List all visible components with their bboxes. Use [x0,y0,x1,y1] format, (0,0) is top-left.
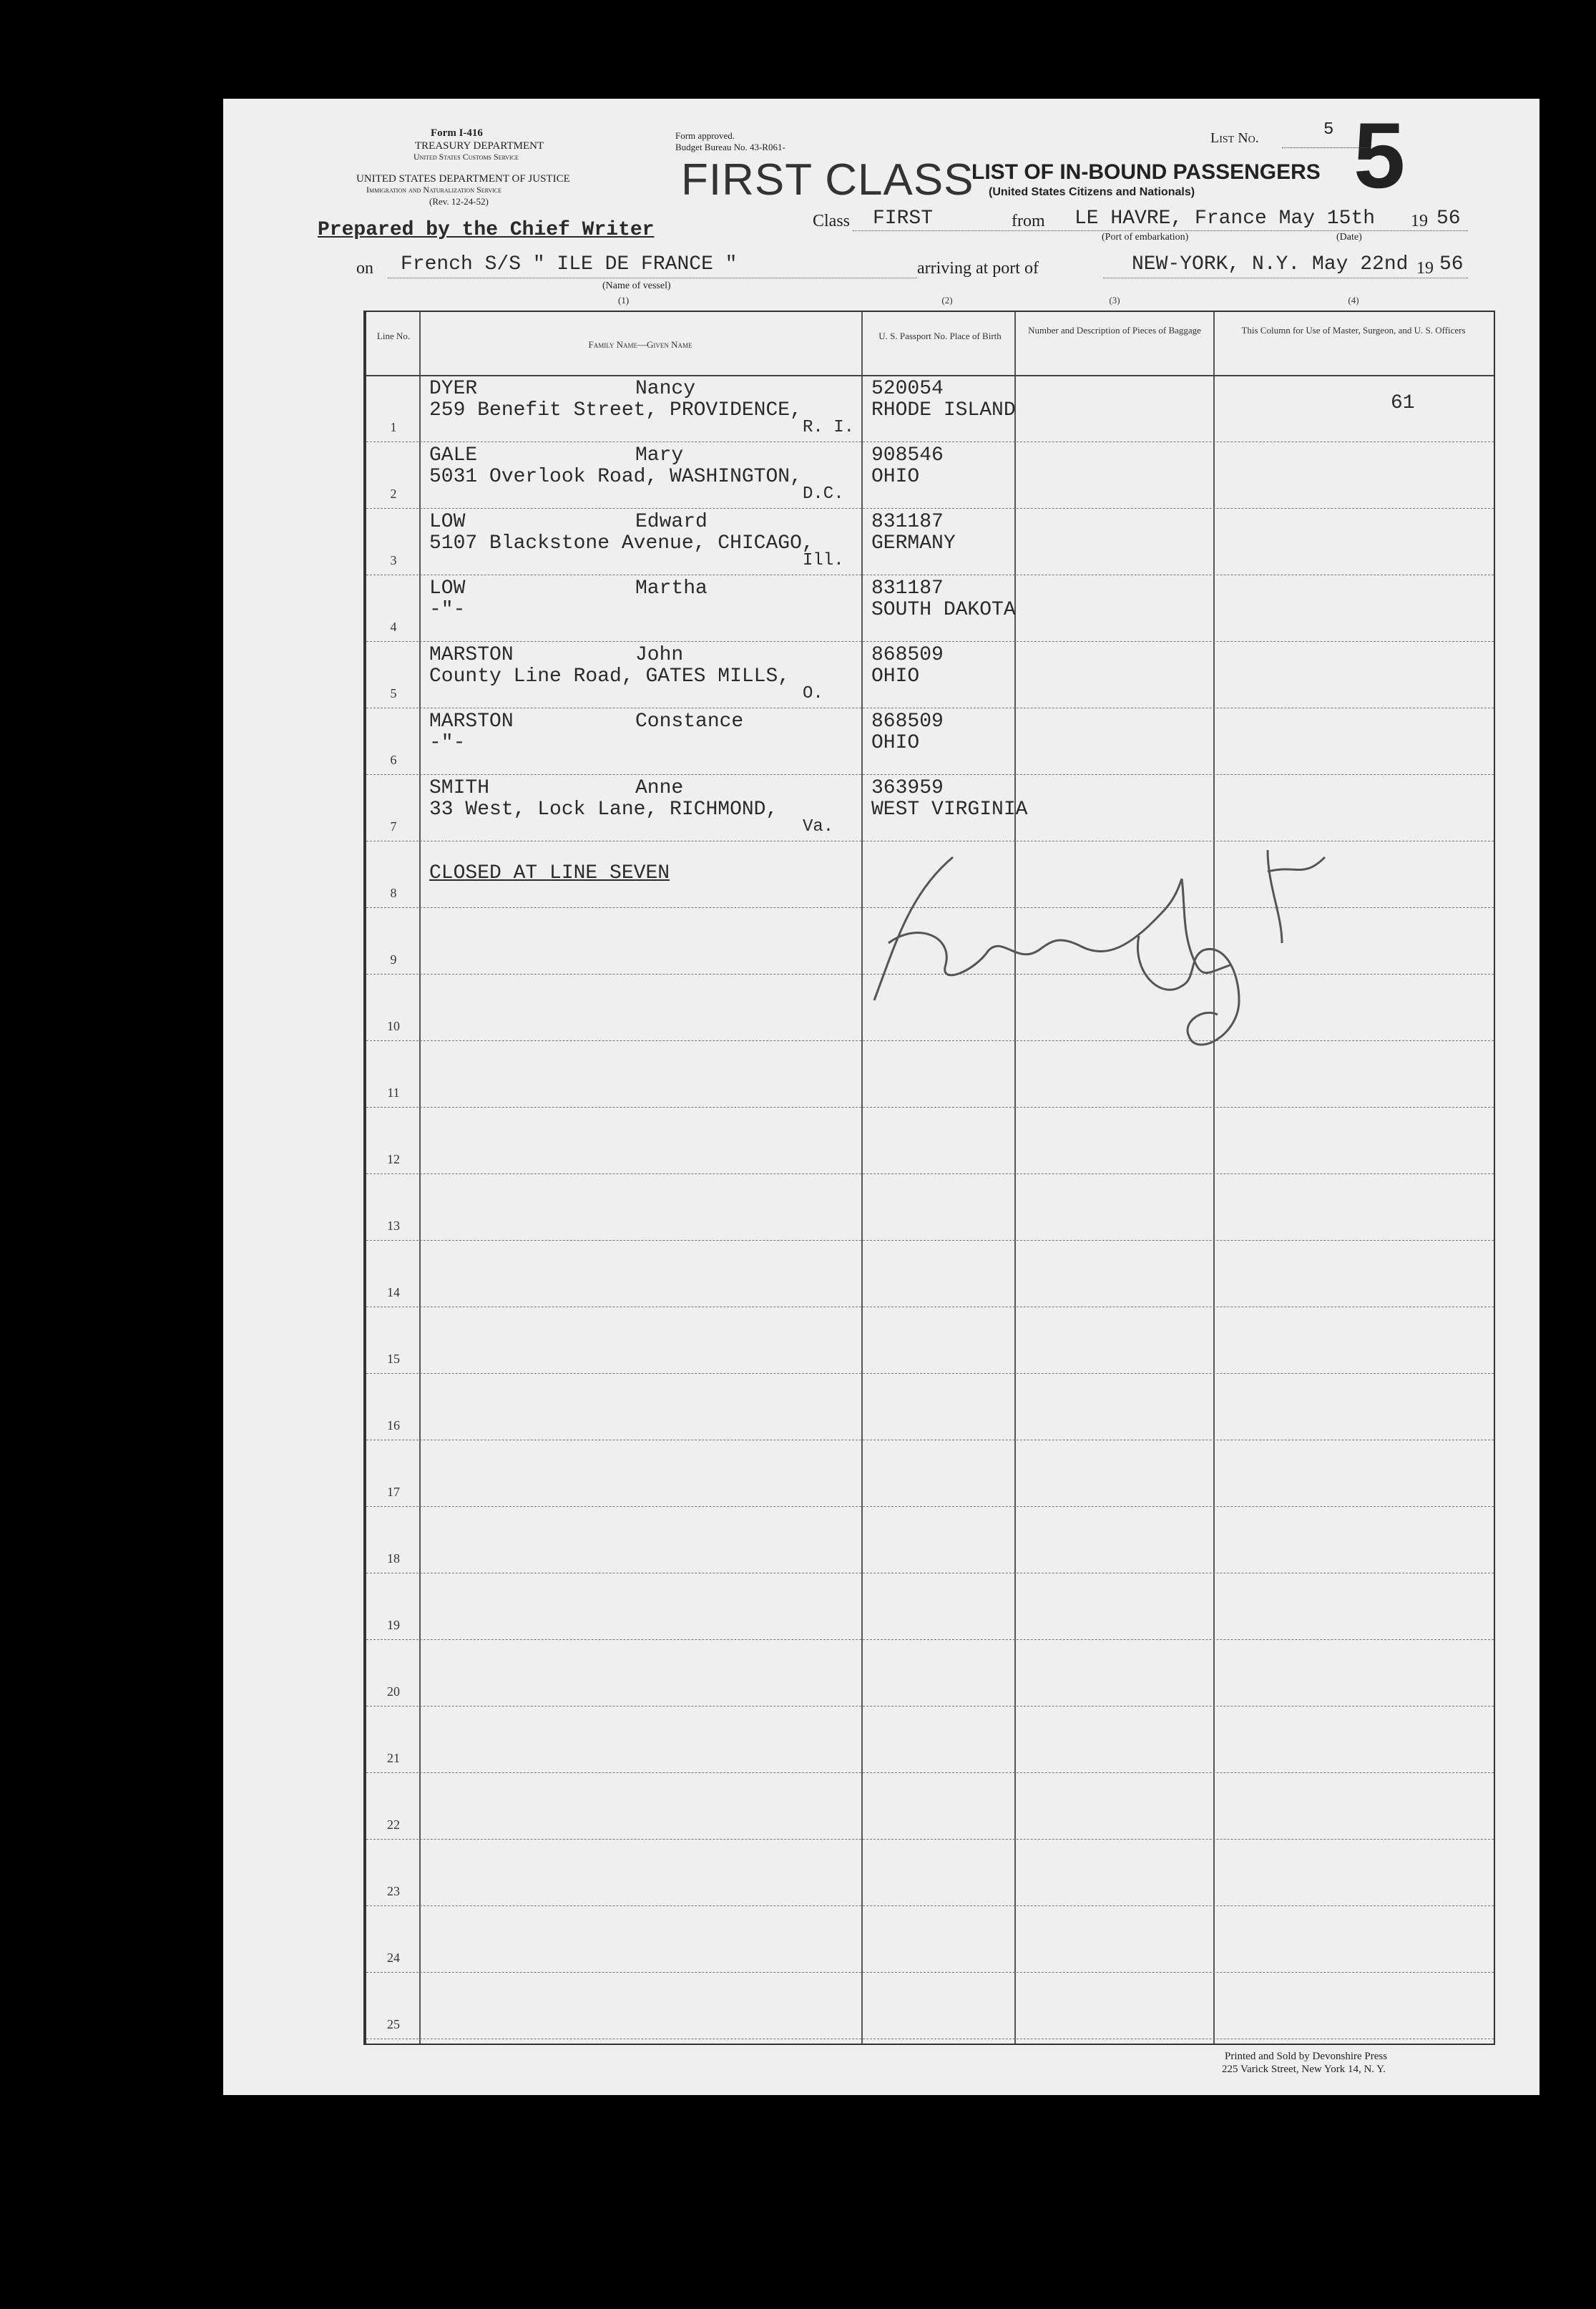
given-name: Edward [635,511,708,533]
col-header-passport: U. S. Passport No. Place of Birth [878,331,1002,341]
line-number: 20 [387,1684,400,1699]
row-separator [366,1706,1494,1707]
list-subtitle: (United States Citizens and Nationals) [989,186,1195,198]
family-name: LOW [429,511,466,533]
year1-prefix: 19 [1411,212,1428,230]
form-number: Form I-416 [431,127,483,139]
list-no-small: 5 [1323,120,1334,140]
line-number: 22 [387,1817,400,1832]
address-state: Ill. [803,551,844,570]
line-number: 24 [387,1951,400,1965]
list-no-label: List No. [1210,130,1259,146]
treasury-dept: TREASURY DEPARTMENT [415,140,544,152]
year2-prefix: 19 [1416,259,1434,278]
place-of-birth: SOUTH DAKOTA [871,599,1016,621]
place-of-birth: RHODE ISLAND [871,399,1016,421]
budget-bureau: Budget Bureau No. 43-R061- [675,142,785,152]
first-class-stamp: FIRST CLASS [681,155,974,205]
place-of-birth: GERMANY [871,532,956,555]
col-header-num4: (4) [1348,295,1359,306]
given-name: John [635,644,684,666]
address-state: O. [803,684,823,703]
address: County Line Road, GATES MILLS, [429,665,790,688]
family-name: SMITH [429,777,490,799]
line-number: 16 [387,1418,400,1432]
date-caption: (Date) [1336,232,1362,243]
line-number: 13 [387,1219,400,1233]
passport-number: 908546 [871,444,944,467]
row-separator [366,441,1494,442]
closed-notice: CLOSED AT LINE SEVEN [429,862,670,884]
line-number: 6 [390,753,397,767]
row-separator [366,1639,1494,1640]
family-name: LOW [429,577,466,600]
class-value: FIRST [873,208,934,230]
address-state: Va. [803,817,834,836]
line-number: 8 [390,886,397,900]
family-name: MARSTON [429,711,514,733]
line-number: 12 [387,1152,400,1166]
passport-number: 831187 [871,511,944,533]
passport-number: 831187 [871,577,944,600]
port-embark-caption: (Port of embarkation) [1102,232,1189,243]
given-name: Anne [635,777,684,799]
list-title: LIST OF IN-BOUND PASSENGERS [971,160,1321,184]
col-header-name: Family Name—Given Name [588,339,692,350]
address: 5031 Overlook Road, WASHINGTON, [429,466,802,488]
line-number: 2 [390,487,397,501]
officer-signature [867,829,1411,1129]
printer-credit-2: 225 Varick Street, New York 14, N. Y. [1222,2064,1386,2075]
line-number: 23 [387,1884,400,1898]
line-number: 3 [390,553,397,567]
address: 259 Benefit Street, PROVIDENCE, [429,399,802,421]
address: 5107 Blackstone Avenue, CHICAGO, [429,532,814,555]
row-separator [366,774,1494,775]
on-label: on [356,259,373,278]
row-separator [366,508,1494,509]
line-number: 18 [387,1551,400,1566]
address: -"- [429,599,466,621]
line-number: 14 [387,1285,400,1299]
row-separator [366,1905,1494,1906]
row-separator [366,1839,1494,1840]
officer-note: 61 [1391,392,1415,414]
place-of-birth: OHIO [871,466,920,488]
place-of-birth: OHIO [871,665,920,688]
row-separator [366,641,1494,642]
col-divider [861,312,863,2044]
from-label: from [1012,212,1045,230]
line-number: 21 [387,1751,400,1765]
passport-number: 363959 [871,777,944,799]
col-header-baggage: Number and Description of Pieces of Baggage [1028,325,1201,336]
address-state: D.C. [803,484,844,504]
passport-number: 868509 [871,711,944,733]
list-no-large: 5 [1353,103,1406,208]
given-name: Mary [635,444,684,467]
line-number: 17 [387,1485,400,1499]
place-of-birth: WEST VIRGINIA [871,799,1028,821]
revision: (Rev. 12-24-52) [429,196,489,207]
col-divider [419,312,421,2044]
row-separator [366,1373,1494,1374]
line-number: 10 [387,1019,400,1033]
given-name: Nancy [635,378,696,400]
line-number: 1 [390,420,397,434]
year1: 56 [1436,208,1461,230]
family-name: MARSTON [429,644,514,666]
from-underline [853,230,1468,231]
address-state: R. I. [803,418,855,437]
class-label: Class [813,212,851,230]
line-number: 4 [390,620,397,634]
line-number: 19 [387,1618,400,1632]
form-approved: Form approved. [675,130,735,141]
header-divider [366,375,1494,376]
row-separator [366,1240,1494,1241]
given-name: Constance [635,711,744,733]
col-header-num3: (3) [1109,295,1120,306]
vessel-caption: (Name of vessel) [602,280,671,291]
family-name: DYER [429,378,478,400]
list-no-line [1282,147,1368,148]
row-separator [366,1972,1494,1973]
col-divider [1213,312,1215,2044]
line-number: 5 [390,686,397,700]
customs-service: United States Customs Service [413,152,519,162]
row-separator [366,1506,1494,1507]
year2: 56 [1439,253,1464,275]
prepared-by: Prepared by the Chief Writer [318,219,655,241]
row-separator [366,1772,1494,1773]
line-number: 7 [390,819,397,834]
arrival-value: NEW-YORK, N.Y. May 22nd [1132,253,1409,275]
line-number: 25 [387,2017,400,2031]
vessel-value: French S/S " ILE DE FRANCE " [401,253,738,275]
from-value: LE HAVRE, France May 15th [1074,208,1376,230]
passenger-table [363,295,1495,2045]
row-separator [366,1173,1494,1174]
line-number: 11 [387,1085,400,1100]
address: -"- [429,732,466,754]
vessel-num: (1) [618,295,630,306]
col-header-officers: This Column for Use of Master, Surgeon, and U. S. Officers [1241,325,1466,336]
col-header-line-no: Line No. [376,331,411,341]
arriving-label: arriving at port of [917,259,1039,278]
ins-service: Immigration and Naturalization Service [366,185,502,195]
col-divider [1014,312,1016,2044]
col-header-num2: (2) [941,295,953,306]
passport-number: 868509 [871,644,944,666]
form-sheet [223,99,1539,2095]
address: 33 West, Lock Lane, RICHMOND, [429,799,778,821]
place-of-birth: OHIO [871,732,920,754]
given-name: Martha [635,577,708,600]
printer-credit-1: Printed and Sold by Devonshire Press [1225,2051,1388,2062]
passport-number: 520054 [871,378,944,400]
family-name: GALE [429,444,478,467]
justice-dept: UNITED STATES DEPARTMENT OF JUSTICE [356,173,570,185]
line-number: 15 [387,1352,400,1366]
line-number: 9 [390,952,397,967]
